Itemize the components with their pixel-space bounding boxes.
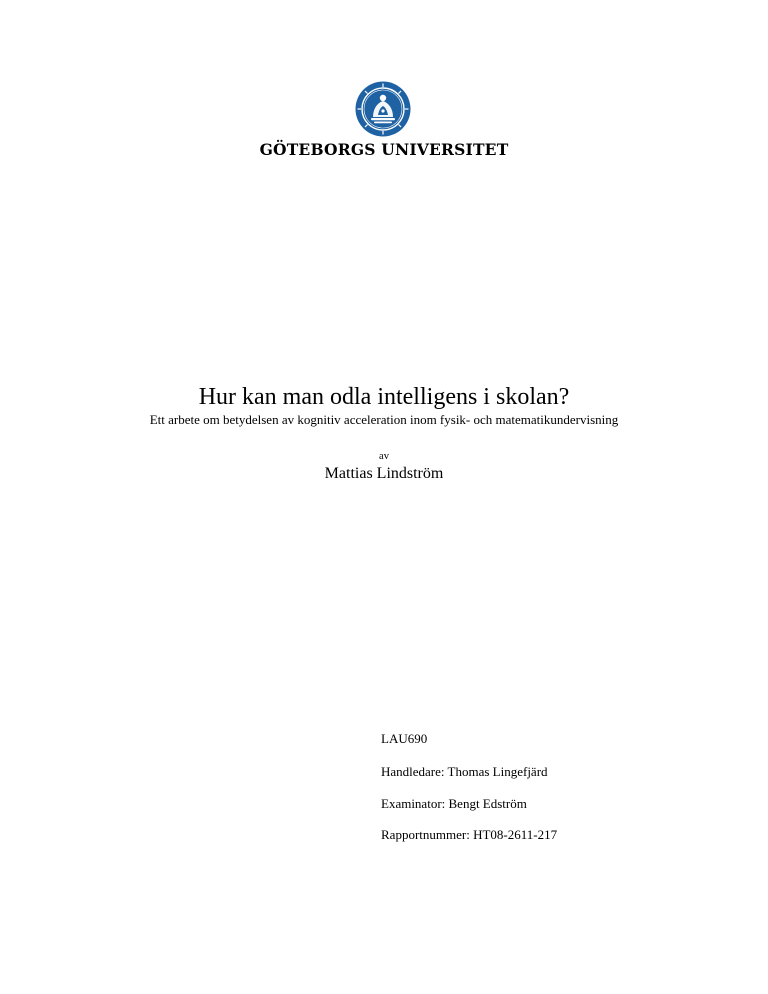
by-label: av xyxy=(379,451,389,462)
university-name: GÖTEBORGS UNIVERSITET xyxy=(259,140,509,159)
author-name: Mattias Lindström xyxy=(324,465,444,482)
thesis-title: Hur kan man odla intelligens i skolan? xyxy=(198,384,570,410)
report-number-line: Rapportnummer: HT08-2611-217 xyxy=(381,827,558,842)
course-code: LAU690 xyxy=(381,731,428,746)
examiner-line: Examinator: Bengt Edström xyxy=(381,796,527,811)
supervisor-line: Handledare: Thomas Lingefjärd xyxy=(381,764,548,779)
thesis-subtitle: Ett arbete om betydelsen av kognitiv acceleration inom fysik- och matematikundervisning xyxy=(149,412,619,427)
university-seal-icon xyxy=(355,81,411,137)
